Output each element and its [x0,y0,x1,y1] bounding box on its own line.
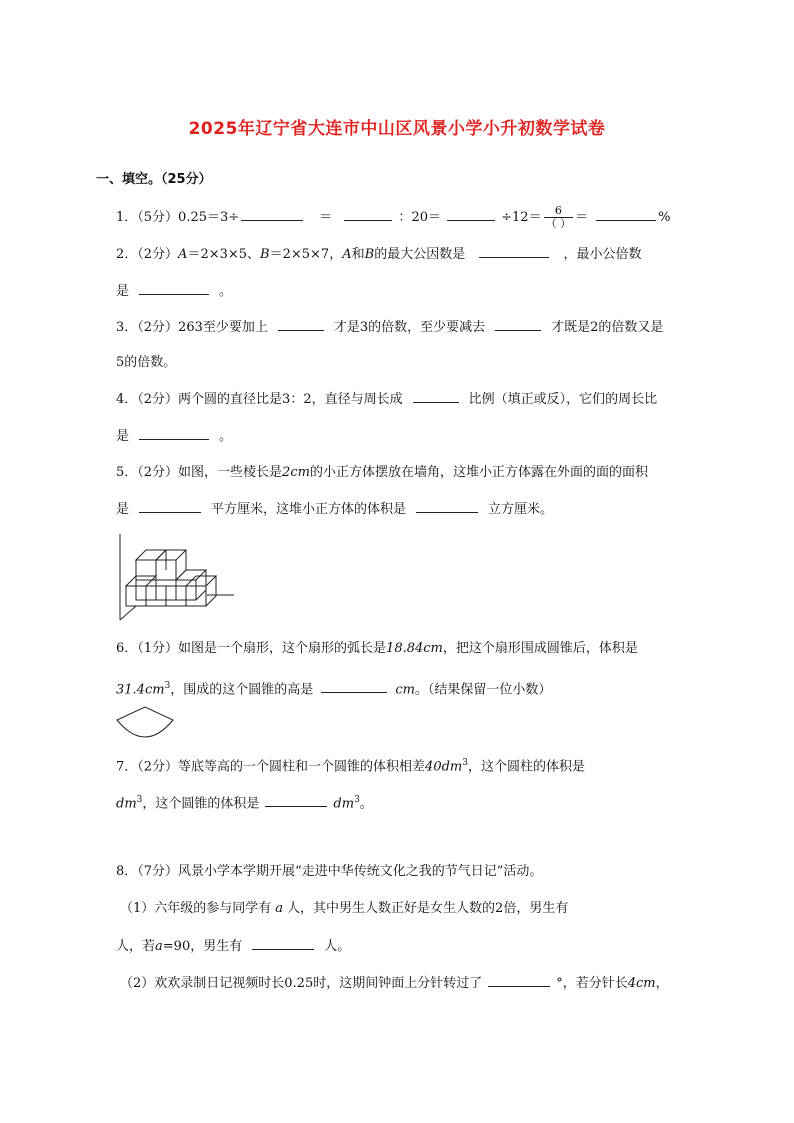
q1-blank-4[interactable] [596,208,656,221]
q7-unit2-sup: 3 [354,795,360,805]
q5-blank-2[interactable] [416,500,478,513]
question-8-part2 [120,974,669,993]
q6-vol-sup: 3 [164,681,171,691]
q6-vol: 31.4cm [116,682,165,698]
q7-unit2: dm [333,796,355,812]
q1-eq: ＝ [319,210,333,225]
q5-text-d: 平方厘米，这堆小正方体的体积是 [211,502,407,517]
q1-div: ÷12＝ [501,210,542,225]
q6-text-d: 。（结果保留一位小数） [414,682,552,698]
q6-unit: cm [395,682,415,698]
q7-text-d: 。 [359,796,373,812]
q8-p2c: 4cm [627,976,656,991]
q1-fraction: $\frac{6}{( )}$ [545,204,572,230]
q2-text-f: ，最小公倍数 [563,247,642,262]
q2-label: 2．（2分） [116,247,179,262]
q5-edge: 2cm [282,465,310,480]
q2-text-c: ＝2×5×7， [269,247,343,262]
var-A2: A [342,247,352,262]
q2-text-h: 。 [219,284,233,299]
question-1 [116,205,670,230]
q5-text-e: 立方厘米。 [488,502,554,517]
q6-arc: 18.84cm [386,641,443,656]
q7-diff-sup: 3 [462,758,468,768]
q2-text-b: ＝2×3×5、 [187,247,261,262]
question-8-part1-cont [116,937,350,956]
question-2 [116,245,642,264]
q7-blank[interactable] [265,794,327,807]
q8-p1d: =90，男生有 [162,939,243,954]
question-8: 8．（7分）风景小学本学期开展“走进中华传统文化之我的节气日记”活动。 [116,864,543,879]
q8-p2b: °，若分针长 [556,976,628,991]
page-title: 2025年辽宁省大连市中山区风景小学小升初数学试卷 [188,119,606,139]
q3-text-b: 才是3的倍数，至少要减去 [333,320,486,335]
q4-text-b: 比例（填正或反），它们的周长比 [468,392,658,407]
q7-unit1-sup: 3 [136,795,143,805]
q8-var: a [275,901,284,916]
q3-blank-1[interactable] [278,318,324,331]
q8-p2a: （2）欢欢录制日记视频时长0.25时，这期间钟面上分针转过了 [120,976,483,991]
q2-blank-1[interactable] [479,245,549,258]
q8-p1e: 人。 [324,939,351,954]
question-7 [116,754,585,776]
var-A: A [178,247,188,262]
q1-ratio: ：20＝ [398,210,441,225]
q6-blank[interactable] [321,680,387,693]
q8-blank-1[interactable] [252,937,314,950]
q7-diff: 40dm [425,759,463,775]
question-3 [116,318,663,337]
q5-text-a: 5．（2分）如图，一些棱长是 [116,465,283,480]
question-4 [116,390,657,409]
q1-text: 1．（5分）0.25＝3÷ [116,210,240,225]
q8-p2d: ， [655,976,669,991]
q8-var2: a [155,939,163,954]
question-6-cont [116,677,551,699]
q7-text-c: ，这个圆锥的体积是 [142,796,260,812]
q4-blank-2[interactable] [139,427,209,440]
q7-unit1: dm [116,796,137,812]
q5-text-c: 是 [116,502,130,517]
q2-blank-2[interactable] [139,282,209,295]
cubes-figure [112,530,242,625]
q2-text-e: 的最大公因数是 [374,247,466,262]
question-6 [116,640,638,658]
question-2-cont [116,282,232,301]
q1-percent: % [658,210,671,225]
q4-text-c: 是 [116,429,130,444]
q4-text-d: 。 [219,429,233,444]
q7-text-b: ，这个圆柱的体积是 [467,759,585,775]
q1-blank-3[interactable] [447,208,495,221]
q6-text-b: ，把这个扇形围成圆锥后，体积是 [442,641,638,656]
question-5-cont [116,500,553,519]
question-4-cont [116,427,232,446]
q8-p1a: （1）六年级的参与同学有 [120,901,272,916]
section-heading: 一、填空。（25分） [96,172,212,187]
var-B2: B [364,247,375,262]
var-B: B [260,247,270,262]
q3-text-a: 3．（2分）263至少要加上 [116,320,268,335]
q8-p1b: 人，其中男生人数正好是女生人数的2倍，男生有 [287,901,569,916]
question-3-cont: 5的倍数。 [116,355,177,370]
q2-text-g: 是 [116,284,130,299]
q2-text-d: 和 [351,247,365,262]
sector-figure [114,704,176,740]
question-5 [116,464,648,482]
q5-blank-1[interactable] [139,500,201,513]
question-7-cont [116,791,373,813]
q1-blank-1[interactable] [241,208,303,221]
q3-blank-2[interactable] [495,318,541,331]
q7-text-a: 7．（2分）等底等高的一个圆柱和一个圆锥的体积相差 [116,759,426,775]
q3-text-c: 才既是2的倍数又是 [551,320,664,335]
q4-blank-1[interactable] [413,390,459,403]
q8-p1c: 人，若 [116,939,156,954]
q8-blank-2[interactable] [488,974,550,987]
q6-text-c: ，围成的这个圆锥的高是 [170,682,314,698]
q1-blank-2[interactable] [344,208,392,221]
q6-text-a: 6．（1分）如图是一个扇形，这个扇形的弧长是 [116,641,387,656]
question-8-part1 [120,900,568,918]
q1-eq2: ＝ [575,210,589,225]
q5-text-b: 的小正方体摆放在墙角，这堆小正方体露在外面的面的面积 [309,465,648,480]
q4-text-a: 4．（2分）两个圆的直径比是3：2，直径与周长成 [116,392,403,407]
